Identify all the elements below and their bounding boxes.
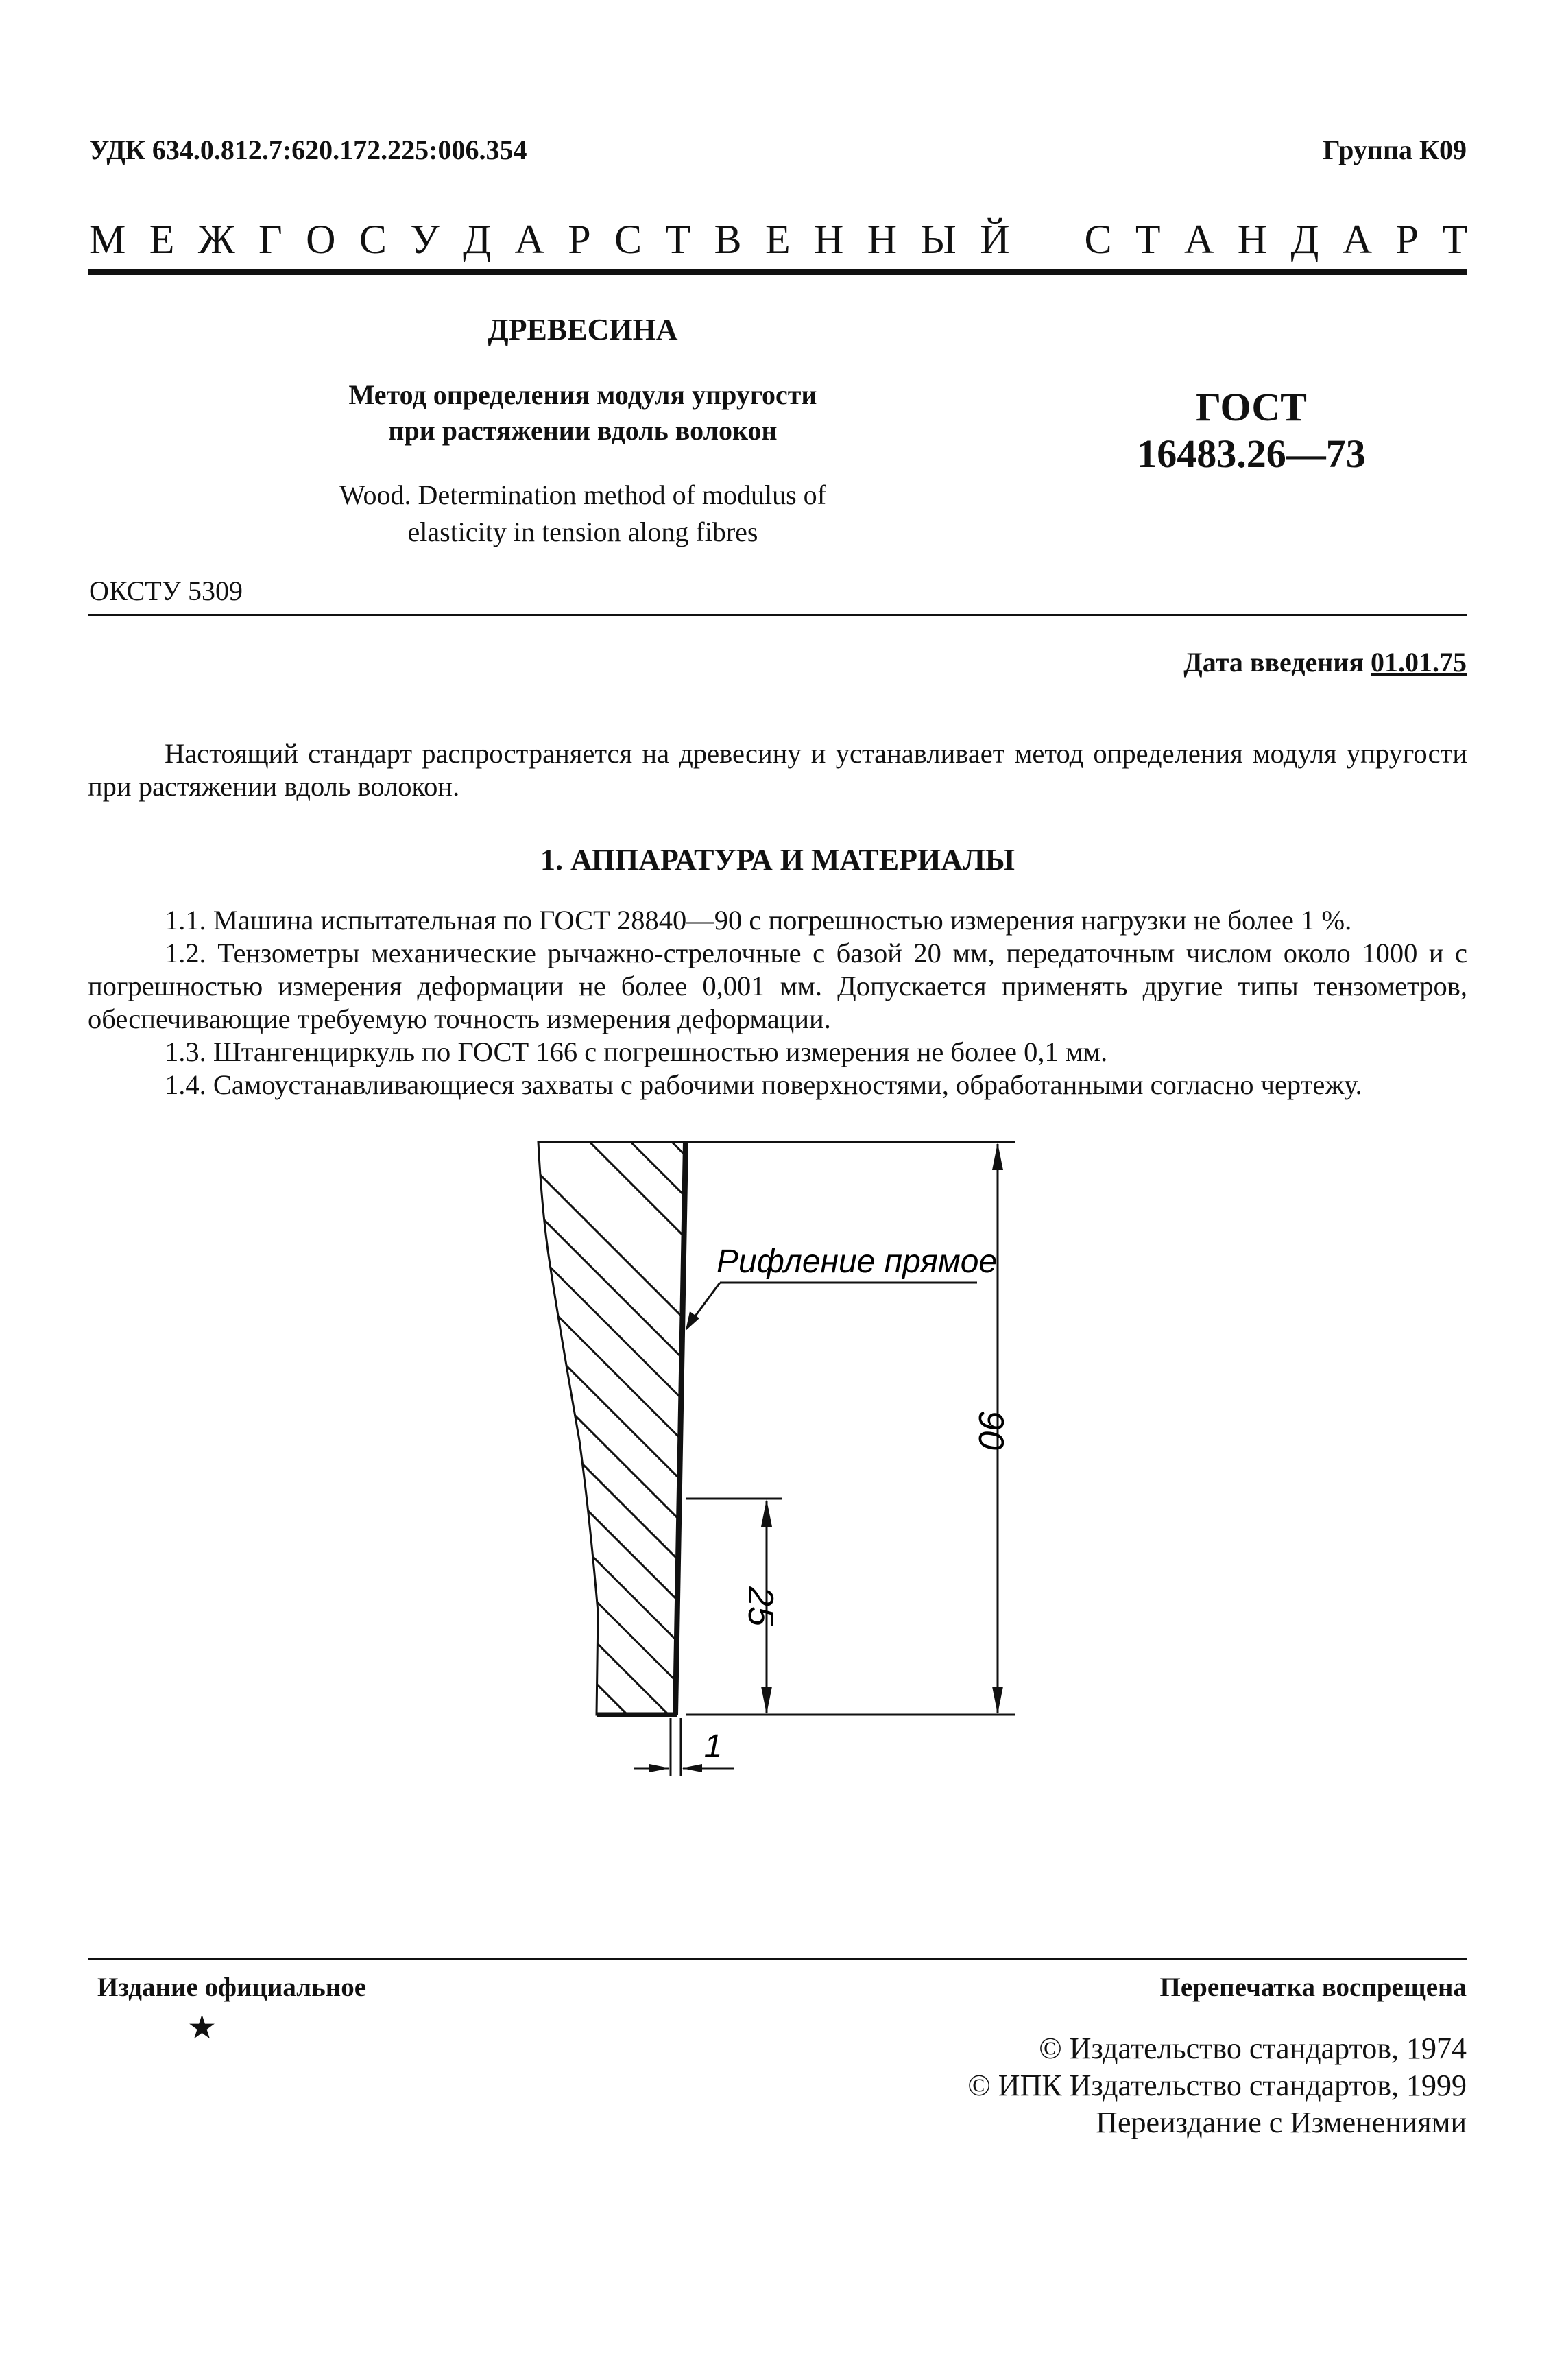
footer-rule [88,1958,1467,1960]
gost-number: 16483.26—73 [1137,431,1366,476]
group-code: Группа К09 [1323,134,1467,165]
list-item: 1.4. Самоустанавливающиеся захваты с рабочими поверхностями, обработанными согласно чертежу. [165,1069,1362,1100]
udk-code: УДК 634.0.812.7:620.172.225:006.354 [89,134,527,165]
gost-label: ГОСТ [1196,385,1307,429]
banner-letter: Т [1442,217,1467,262]
banner-letter: Н [1237,217,1268,262]
banner-letter: В [714,217,742,262]
banner-letter: М [89,217,126,262]
banner-letter: С [614,217,642,262]
banner-letter: Й [980,217,1010,262]
banner-letter: Г [258,217,282,262]
banner-letter: Р [568,217,591,262]
banner-letter: У [410,217,440,262]
banner-letter: Ы [920,217,957,262]
banner-letter: Н [867,217,898,262]
arrowhead [649,1764,670,1772]
section-heading: 1. АППАРАТУРА И МАТЕРИАЛЫ [540,843,1015,877]
method-title-line: при растяжении вдоль волокон [388,415,778,446]
arrowhead [682,1764,702,1772]
dimension-1: 1 [703,1728,723,1765]
list-item: 1.3. Штангенциркуль по ГОСТ 166 с погрешностью измерения не более 0,1 мм. [165,1036,1108,1067]
arrowhead [992,1687,1003,1714]
copyright-line: © Издательство стандартов, 1974 [1039,2032,1467,2065]
intro-paragraph: Настоящий стандарт распространяется на древесину и устанавливает метод определения модуля упругости при растяжении вдоль волокон. [88,738,1467,802]
copyright-line: Переиздание с Изменениями [1096,2106,1467,2139]
copyright-line: © ИПК Издательство стандартов, 1999 [967,2069,1467,2102]
list-item: 1.1. Машина испытательная по ГОСТ 28840—90 с погрешностью измерения нагрузки не более 1 %. [165,905,1352,936]
banner-letter: С [1084,217,1112,262]
banner-letter: Е [149,217,175,262]
list-item: 1.2. Тензометры механические рычажно-стрелочные с базой 20 мм, передаточным числом около 1000 и с погрешностью измерения деформации не более 0,001 мм. Допускается применять другие типы тензометров, обеспечивающие требуемую точность измерения деформации. [88,938,1467,1034]
edition-note: Издание официальное [97,1973,367,2002]
dimension-25: 25 [741,1586,780,1626]
dimension-90: 90 [971,1410,1011,1450]
reprint-note: Перепечатка воспрещена [1159,1973,1467,2002]
banner-letter: А [514,217,544,262]
date-value: 01.01.75 [1371,647,1467,678]
arrowhead [761,1499,772,1527]
banner-letter: Р [1395,217,1419,262]
banner-letter: Д [1290,217,1319,262]
banner-letter: О [306,217,336,262]
banner-letter: Е [765,217,791,262]
banner-letter: А [1342,217,1373,262]
arrowhead [761,1687,772,1714]
copyright-block [967,2030,1467,2141]
banner-letter: Ж [197,217,235,262]
banner-letter: А [1183,217,1214,262]
riflenie-label: Рифление прямое [717,1243,998,1280]
arrowhead [992,1143,1003,1170]
banner-letter: Н [814,217,844,262]
document-title: ДРЕВЕСИНА [488,313,678,346]
star-icon: ★ [187,2010,217,2046]
banner-letter: Д [463,217,492,262]
hatching [507,1060,754,1924]
banner-letter: Т [665,217,691,262]
banner-letter: С [359,217,387,262]
method-title-line: Метод определения модуля упругости [348,379,817,410]
okstu-code: ОКСТУ 5309 [89,575,243,606]
date-label: Дата введения [1183,647,1364,678]
english-title-line: Wood. Determination method of modulus of [339,479,826,510]
banner-letter: Т [1135,217,1161,262]
english-title-line: elasticity in tension along fibres [407,516,758,547]
